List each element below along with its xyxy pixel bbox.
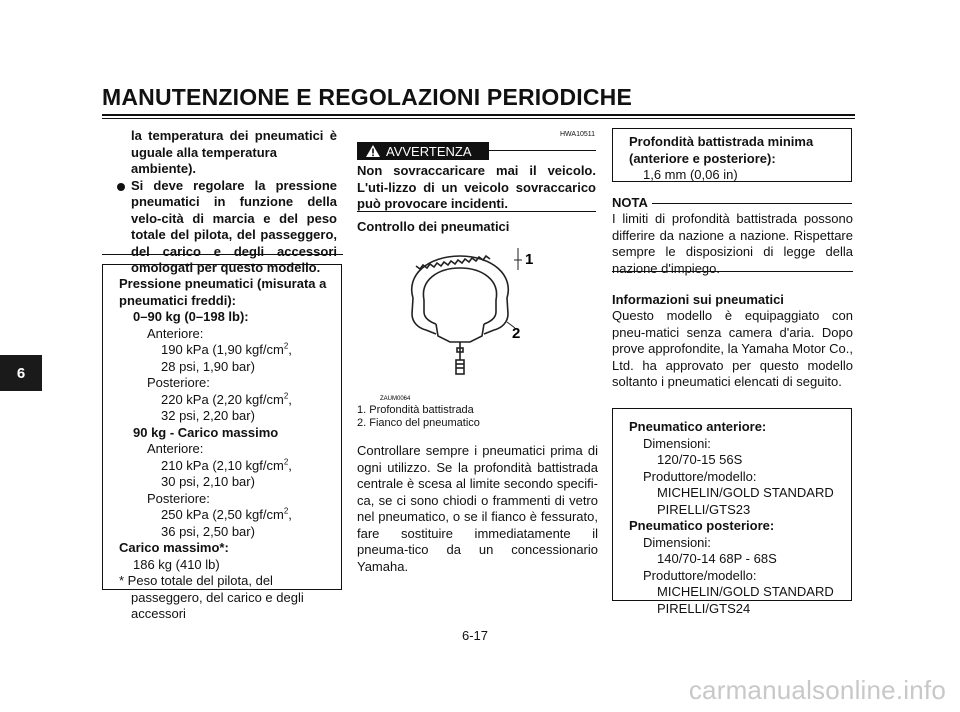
front-tire-title: Pneumatico anteriore:: [629, 419, 767, 434]
range1-label: 0–90 kg (0–198 lb):: [133, 309, 249, 324]
nota-rule-bottom: [612, 271, 853, 272]
tread-depth-box: [612, 128, 852, 182]
front-dim-label: Dimensioni:: [643, 435, 711, 451]
range2-label: 90 kg - Carico massimo: [133, 424, 279, 440]
tire-inner-profile: [423, 268, 496, 324]
r2-front-value-b: 30 psi, 2,10 bar): [161, 474, 255, 489]
info-text: Questo modello è equipaggiato con pneu-matici senza camera d'aria. Dopo prove approfondite, la Yamaha Motor Co., Ltd. ha approvato per questo modello soltanto i pneumatici elencati di seguito.: [612, 308, 853, 389]
rear-dim-value: 140/70-14 68P - 68S: [657, 551, 777, 566]
warning-banner: [357, 142, 489, 160]
intro-line-1: la temperatura dei pneumatici è: [131, 128, 337, 143]
pressure-footnote: * Peso totale del pilota, del passeggero, del carico e degli accessori: [119, 573, 304, 621]
tire-pressure-box: [102, 264, 342, 621]
bullet-text: Si deve regolare la pressione pneumatici in funzione della velo-cità di marcia e del peso totale del pilota, del passeggero, del carico e degli accessori omologati per questo modello.: [131, 177, 337, 275]
section-divider: [102, 254, 343, 255]
r1-front-value-a: 190 kPa (1,90 kgf/$cm^2$,: [161, 341, 292, 357]
depth-box-value: 1,6 mm (0,06 in): [643, 167, 738, 182]
tire-diagram: [380, 240, 540, 402]
rim-profile: [436, 324, 484, 342]
r1-front-value-b: 28 psi, 1,90 bar): [161, 358, 255, 374]
valve-stem: [456, 360, 464, 374]
watermark: carmanualsonline.info: [688, 675, 946, 705]
r2-front-value-a: 210 kPa (2,10 kgf/$cm^2$,: [161, 457, 292, 473]
section-title: Controllo dei pneumatici: [357, 219, 510, 234]
warning-icon: [365, 144, 381, 158]
front-maker-1: MICHELIN/GOLD STANDARD: [657, 485, 834, 500]
tread-pattern: [416, 256, 490, 269]
front-maker-label: Produttore/modello:: [643, 468, 757, 484]
page-title: MANUTENZIONE E REGOLAZIONI PERIODICHE: [102, 84, 633, 110]
callout-2: 2: [512, 325, 521, 342]
warning-rule-bottom: [357, 211, 596, 212]
front-dim-value: 120/70-15 56S: [657, 452, 743, 467]
r1-front-label: Anteriore:: [147, 325, 204, 341]
warning-label: AVVERTENZA: [386, 143, 472, 159]
legend-item-2: 2. Fianco del pneumatico: [357, 417, 480, 429]
figure-legend: [357, 404, 480, 430]
rear-maker-1: MICHELIN/GOLD STANDARD: [657, 584, 834, 599]
front-maker-2: PIRELLI/GTS23: [657, 501, 751, 517]
warning-rule-top: [489, 150, 596, 151]
max-load-value: 186 kg (410 lb): [133, 556, 220, 572]
rear-maker-label: Produttore/modello:: [643, 567, 757, 583]
rear-dim-label: Dimensioni:: [643, 534, 711, 550]
info-title: Informazioni sui pneumatici: [612, 292, 784, 307]
inspection-text: Controllare sempre i pneumatici prima di ogni utilizzo. Se la profondità battistrada centrale è scesa al limite secondo specifi-ca, se ci sono chiodi o frammenti di vetro nel pneumatico, o se il fianco è fessurato, fare sostituire immediatamente il pneuma-tico da un concessionario Yamaha.: [357, 443, 598, 574]
r2-rear-value-a: 250 kPa (2,50 kgf/$cm^2$,: [161, 506, 292, 522]
rear-maker-2: PIRELLI/GTS24: [657, 600, 751, 616]
r1-rear-value-a: 220 kPa (2,20 kgf/$cm^2$,: [161, 391, 292, 407]
r2-rear-label: Posteriore:: [147, 490, 210, 506]
rear-tire-title: Pneumatico posteriore:: [629, 518, 775, 533]
r2-front-label: Anteriore:: [147, 441, 204, 456]
figure-code: ZAUM0064: [380, 396, 411, 402]
header-rule: [102, 114, 855, 119]
depth-box-title: Profondità battistrada minima (anteriore e posteriore):: [629, 134, 814, 166]
max-load-label: Carico massimo*:: [119, 540, 229, 555]
legend-item-1: 1. Profondità battistrada: [357, 404, 474, 416]
chapter-tab: 6: [0, 355, 42, 391]
bullet-icon: [117, 183, 125, 191]
intro-line-2: uguale alla temperatura ambiente).: [131, 144, 277, 176]
nota-label: NOTA: [612, 195, 648, 210]
nota-text: I limiti di profondità battistrada possono differire da nazione a nazione. Rispettare sempre le disposizioni di legge della nazione d'impiego.: [612, 211, 853, 276]
approved-tires-box: [612, 408, 852, 616]
r1-rear-value-b: 32 psi, 2,20 bar): [161, 408, 255, 423]
warning-code: HWA10511: [560, 131, 596, 138]
r2-rear-value-b: 36 psi, 2,50 bar): [161, 523, 255, 539]
warning-text: Non sovraccaricare mai il veicolo. L'uti-lizzo di un veicolo sovraccarico può provocare incidenti.: [357, 163, 596, 211]
nota-rule-top: [652, 203, 852, 204]
r1-rear-label: Posteriore:: [147, 375, 210, 390]
tire-inner-left: [424, 300, 436, 324]
page-number: 6-17: [462, 628, 489, 643]
callout-1: 1: [525, 251, 534, 268]
pressure-box-title: Pressione pneumatici (misurata a pneumatici freddi):: [119, 276, 327, 308]
bullet-item: [131, 178, 337, 277]
